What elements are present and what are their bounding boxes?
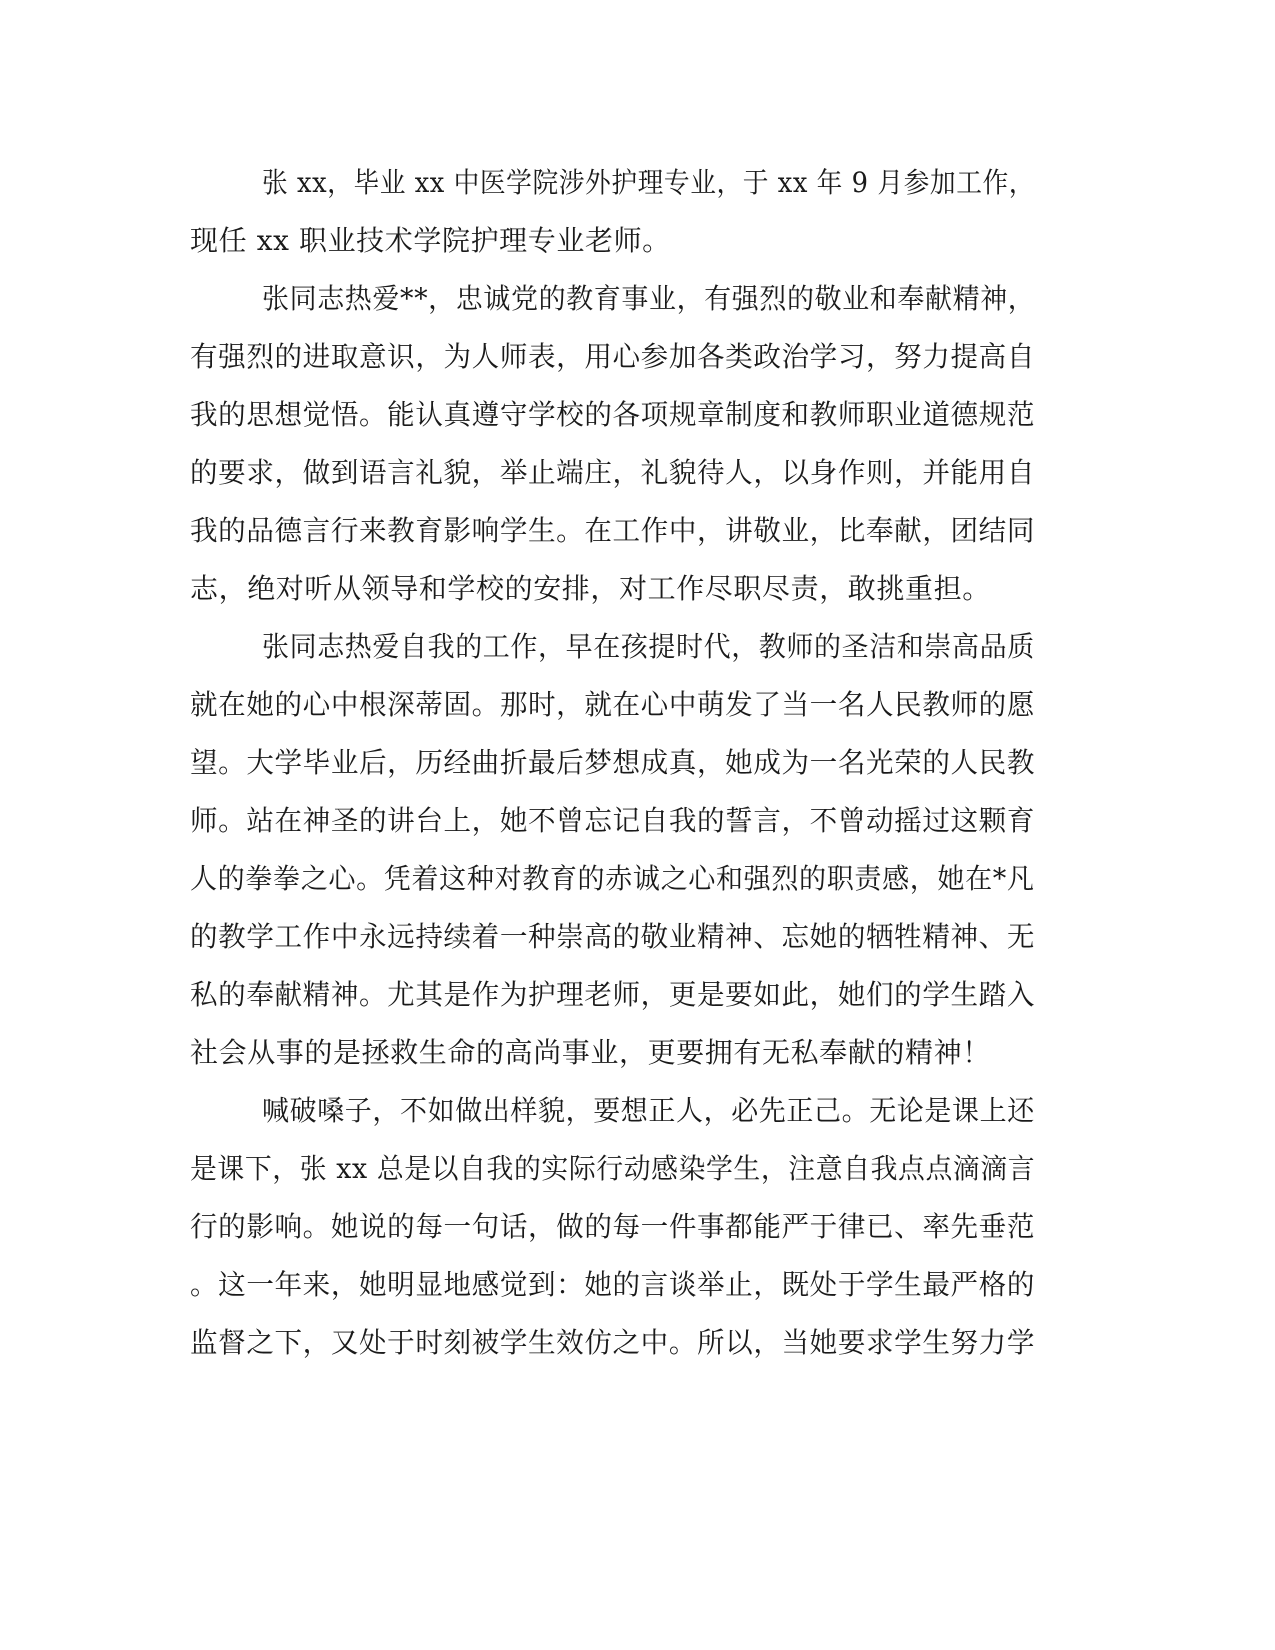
text-line: 社会从事的是拯救生命的高尚事业，更要拥有无私奉献的精神！ bbox=[190, 1036, 991, 1069]
text-line: 喊破嗓子，不如做出样貌，要想正人，必先正己。无论是课上还 bbox=[262, 1094, 1035, 1127]
text-line: 张同志热爱自我的工作，早在孩提时代，教师的圣洁和崇高品质 bbox=[262, 630, 1035, 663]
text-line: 的教学工作中永远持续着一种崇高的敬业精神、忘她的牺牲精神、无 bbox=[190, 920, 1036, 953]
text-line: 我的思想觉悟。能认真遵守学校的各项规章制度和教师职业道德规范 bbox=[190, 398, 1036, 431]
text-line: 望。大学毕业后，历经曲折最后梦想成真，她成为一名光荣的人民教 bbox=[190, 746, 1036, 779]
text-line: 张 xx，毕业 xx 中医学院涉外护理专业，于 xx 年 9 月参加工作， bbox=[262, 166, 1036, 199]
text-line: 志，绝对听从领导和学校的安排，对工作尽职尽责，敢挑重担。 bbox=[190, 572, 991, 605]
text-line: 张同志热爱**，忠诚党的教育事业，有强烈的敬业和奉献精神， bbox=[262, 282, 1036, 315]
text-line: 是课下，张 xx 总是以自我的实际行动感染学生，注意自我点点滴滴言 bbox=[190, 1152, 1036, 1185]
text-line: 就在她的心中根深蒂固。那时，就在心中萌发了当一名人民教师的愿 bbox=[190, 688, 1036, 721]
text-line: 人的拳拳之心。凭着这种对教育的赤诚之心和强烈的职责感，她在*凡 bbox=[190, 862, 1035, 895]
text-line: 师。站在神圣的讲台上，她不曾忘记自我的誓言，不曾动摇过这颗育 bbox=[190, 804, 1036, 837]
text-line: 现任 xx 职业技术学院护理专业老师。 bbox=[190, 224, 671, 257]
text-line: 的要求，做到语言礼貌，举止端庄，礼貌待人，以身作则，并能用自 bbox=[190, 456, 1036, 489]
text-line: 监督之下，又处于时刻被学生效仿之中。所以，当她要求学生努力学 bbox=[190, 1326, 1036, 1359]
text-line: 私的奉献精神。尤其是作为护理老师，更是要如此，她们的学生踏入 bbox=[190, 978, 1036, 1011]
text-line: 我的品德言行来教育影响学生。在工作中，讲敬业，比奉献，团结同 bbox=[190, 514, 1036, 547]
text-line: 有强烈的进取意识，为人师表，用心参加各类政治学习，努力提高自 bbox=[190, 340, 1036, 373]
text-line: 。这一年来，她明显地感觉到：她的言谈举止，既处于学生最严格的 bbox=[190, 1268, 1036, 1301]
text-line: 行的影响。她说的每一句话，做的每一件事都能严于律已、率先垂范 bbox=[190, 1210, 1036, 1243]
